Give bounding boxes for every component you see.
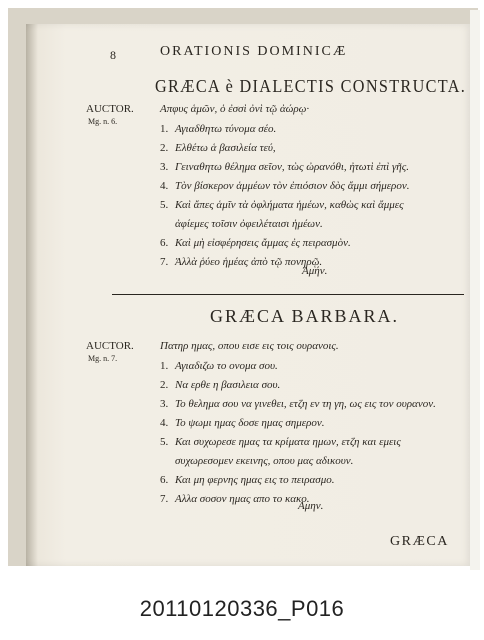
section2-auctor: AUCTOR.	[86, 340, 134, 352]
section2-line-text: Και μη φερνης ημας εις το πειρασμο.	[175, 474, 335, 486]
section2-amen: Αμην.	[298, 500, 324, 512]
page-number: 8	[110, 48, 116, 62]
section1-intro: Απφυς ἁμῶν, ὁ ἐσσὶ ὀνὶ τῷ ἀώρῳ·	[160, 103, 310, 115]
section2-line-text: Το ψωμι ημας δοσε ημας σημερον.	[175, 417, 325, 429]
section2-line-text: Να ερθε η βασιλεια σου.	[175, 379, 281, 391]
section1-auctor: AUCTOR.	[86, 103, 134, 115]
section1-amen: Ἀμήν.	[302, 265, 328, 277]
section2-line-number: 3.	[160, 398, 169, 410]
section2-line-text: Και συχωρεσε ημας τα κρίματα ημων, ετζη και εμεις	[175, 436, 401, 448]
section1-line-text: Τὸν βίσκερον ἁμμέων τὸν ἐπιόσιον δὸς ἄμμι σήμερον.	[175, 180, 410, 192]
section2-line-text: Το θελημα σου να γινεθει, ετζη εν τη γη, ως εις τον ουρανον.	[175, 398, 436, 410]
catchword: GRÆCA	[390, 534, 449, 549]
section1-line-number: 2.	[160, 142, 169, 154]
section2-line-number: 6.	[160, 474, 169, 486]
section1-line-text: Ἀλλὰ ῥύεο ἡμέας ἀπὸ τῷ πονηρῷ.	[175, 256, 323, 268]
section2-line-text: συχωρεσομεν εκεινης, οπου μας αδικουν.	[175, 455, 354, 467]
section1-line-number: 1.	[160, 123, 169, 135]
section1-line-text: Καὶ ἄπες ἁμῖν τὰ ὀφλήματα ἡμέων, καθὼς καὶ ἄμμες	[175, 199, 404, 211]
section2-title: GRÆCA BARBARA.	[210, 306, 400, 326]
section2-line-number: 2.	[160, 379, 169, 391]
running-head: ORATIONIS DOMINICÆ	[160, 44, 348, 59]
page-edge	[470, 10, 480, 570]
section1-line-number: 6.	[160, 237, 169, 249]
section2-intro: Πατηρ ημας, οπου εισε εις τοις ουρανοις.	[160, 340, 339, 352]
section1-line-number: 5.	[160, 199, 169, 211]
section1-line-text: Ελθέτω ἁ βασιλεία τεύ,	[175, 142, 276, 154]
section2-line-number: 1.	[160, 360, 169, 372]
section1-line-text: Καὶ μὴ εἰσφέρησεις ἄμμας ἐς πειρασμὸν.	[175, 237, 351, 249]
image-caption: 20110120336_P016	[139, 596, 345, 621]
section2-line-number: 5.	[160, 436, 169, 448]
section2-line-text: Αγιαδιζω το ονομα σου.	[175, 360, 278, 372]
section1-line-text: Γειναθητω θέλημα σεῖον, τὼς ὠρανόθι, ἠτωτὶ ἐπὶ γῆς.	[175, 161, 409, 173]
section1-line-number: 4.	[160, 180, 169, 192]
section2-ref: Mg. n. 7.	[88, 354, 118, 363]
section1-title: GRÆCA è DIALECTIS CONSTRUCTA.	[155, 76, 467, 96]
section1-ref: Mg. n. 6.	[88, 117, 118, 126]
section1-line-text: ἀφίεμες τοῖσιν ὀφειλέταισι ἡμέων.	[175, 218, 323, 230]
section2-line-number: 4.	[160, 417, 169, 429]
section-divider-rule	[112, 294, 464, 295]
section2-line-number: 7.	[160, 493, 169, 505]
section2-line-text: Αλλα σοσον ημας απο το κακο.	[175, 493, 310, 505]
section1-line-text: Αγιαδθητω τύνομα σέο.	[175, 123, 277, 135]
section1-line-number: 7.	[160, 256, 169, 268]
section1-line-number: 3.	[160, 161, 169, 173]
